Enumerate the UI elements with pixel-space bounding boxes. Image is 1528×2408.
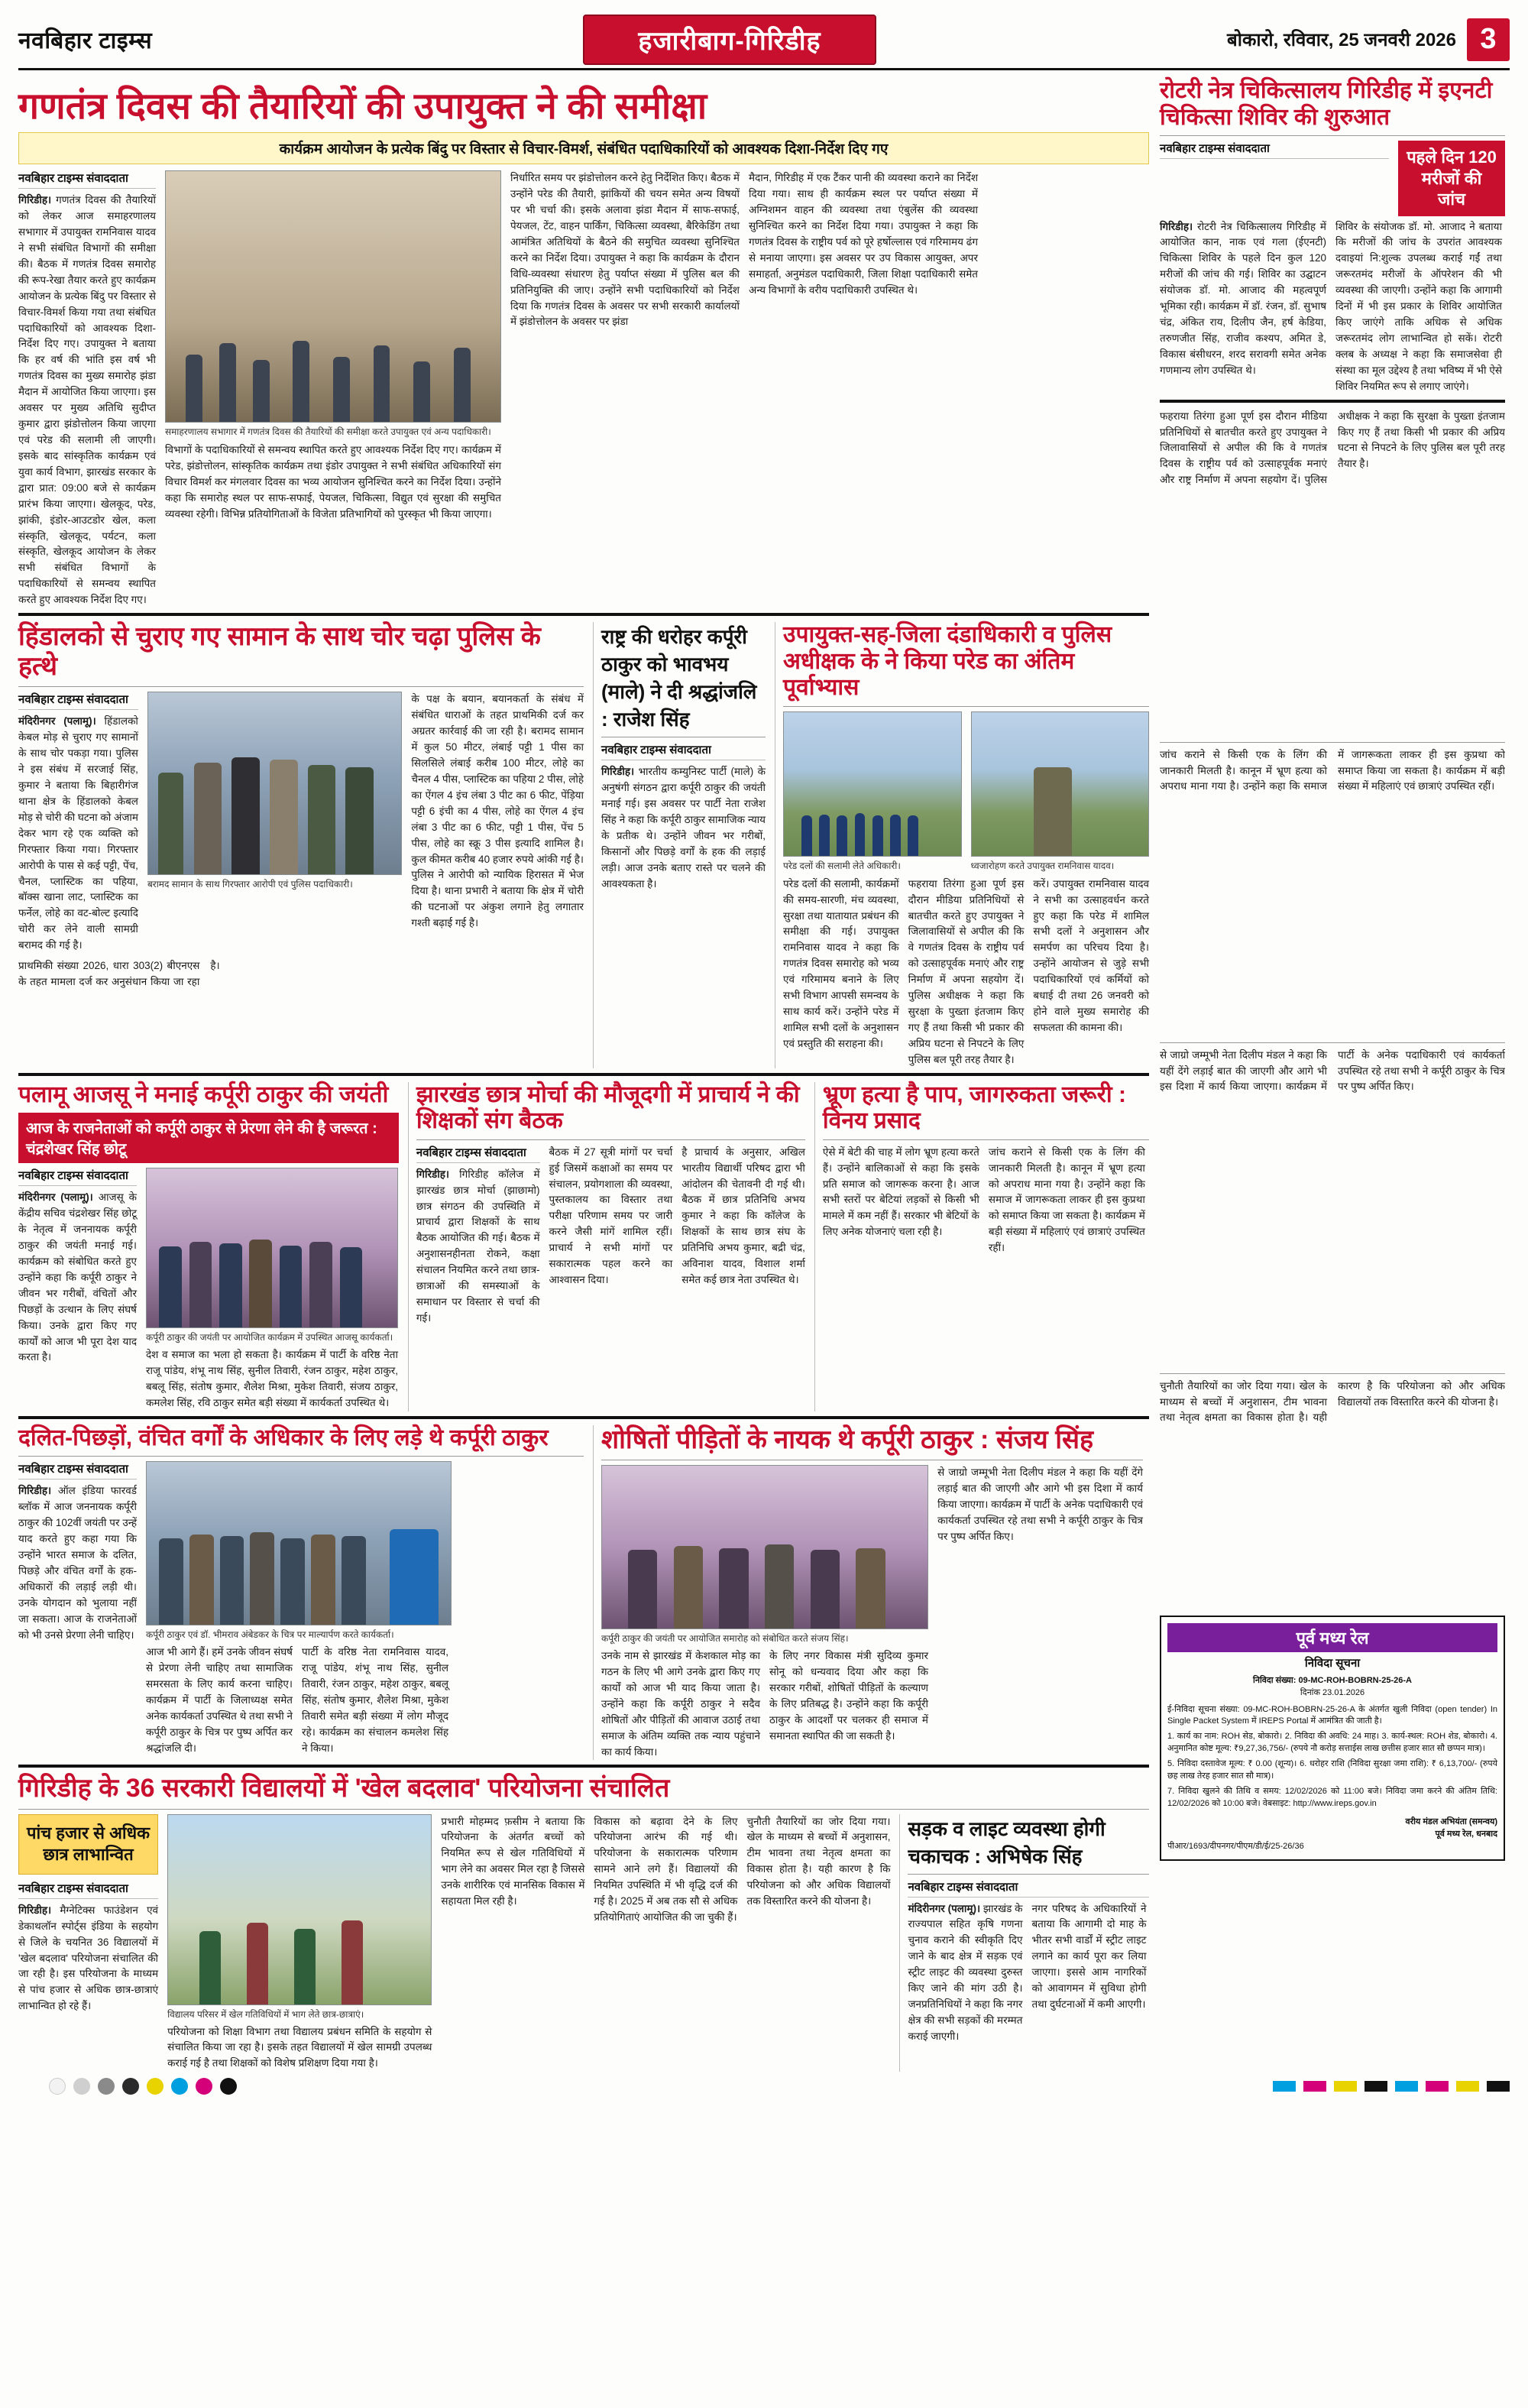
dalit-headline: दलित-पिछड़ों, वंचित वर्गों के अधिकार के लिए लड़े थे कर्पूरी ठाकुर [18,1424,549,1450]
edition-ribbon: हजारीबाग-गिरिडीह [583,15,876,65]
school-col3: प्रभारी मोहम्मद फ़सीम ने बताया कि परियोजना के अंतर्गत बच्चों को नियमित रूप से खेल गतिविधियों में भाग लेने का अवसर मिल रहा है जिससे उनके शारीरिक एवं मानसिक विकास में सहायता मिल रही है। [441,1815,585,1907]
lead-headline: गणतंत्र दिवस की तैयारियों की उपायुक्त ने की समीक्षा [18,86,707,127]
reg-square [1395,2081,1418,2092]
school-photo [167,1814,432,2005]
foeticide-col2: जांच कराने से किसी एक के लिंग की जानकारी मिलती है। कानून में भ्रूण हत्या को अपराध माना गया है। उन्होंने कहा कि समाज में जागरूकता लाकर ही इस कुप्रथा को समाप्त किया जा सकता है। कार्यक्रम में बड़ी संख्या में महिलाएं एवं छात्राएं उपस्थित रहीं। [988,1146,1145,1254]
parade-headline: उपायुक्त-सह-जिला दंडाधिकारी व पुलिस अधीक्षक के ने किया परेड का अंतिम पूर्वाभ्यास [783,622,1112,701]
reg-square [1487,2081,1510,2092]
sec-rotary [1160,78,1505,395]
lead-col4: मैदान, गिरिडीह में एक टैंकर पानी की व्यवस्था कराने का निर्देश दिया गया। साथ ही कार्यक्रम स्थल पर पर्याप्त संख्या में अग्निशमन वाहन की व्यवस्था तथा एंबुलेंस की व्यवस्था सुनिश्चित करने का निर्देश दिया गया। उपायुक्त ने कहा कि गणतंत्र दिवस के राष्ट्रीय पर्व को पूरे हर्षोल्लास एवं गरिमामय ढंग से मनाया जाएगा। इस अवसर पर उप विकास आयुक्त, अपर समाहर्ता, अनुमंडल पदाधिकारी, जिला शिक्षा पदाधिकारी समेत अन्य विभागों के वरीय पदाधिकारी उपस्थित थे। [749,172,978,296]
dalit-col1: गिरिडीह। ऑल इंडिया फारवर्ड ब्लॉक में आज जननायक कर्पूरी ठाकुर की 102वीं जयंती पर उन्हें याद करते हुए कहा गया कि उन्होंने भारत समाज के दलित, पिछड़े और वंचित वर्गों के हक-अधिकारों की लड़ाई लड़ी थी। उनके योगदान को भुलाया नहीं जा सकता। आज के राजनेताओं को भी उनसे प्रेरणा लेनी चाहिए। [18,1485,137,1641]
parade-col2: फहराया तिरंगा हुआ पूर्ण इस दौरान मीडिया प्रतिनिधियों से बातचीत करते हुए उपायुक्त ने जिलावासियों से अपील की कि वे गणतंत्र दिवस के राष्ट्रीय पर्व को उत्साहपूर्वक मनाएं और राष्ट्र निर्माण में अपना सहयोग दें। पुलिस अधीक्षक ने कहा कि सुरक्षा के पुख्ता इंतजाम किए गए हैं तथा किसी भी प्रकार की अप्रिय घटना से निपटने के लिए पुलिस बल पूरी तरह तैयार है। [908,877,1025,1065]
palamu-col1: मंदिरीनगर (पलामू)। आजसू के केंद्रीय सचिव चंद्रशेखर सिंह छोटू के नेतृत्व में जननायक कर्पूरी ठाकुर की जयंती मनाई गई। कार्यक्रम को संबोधित करते हुए उन्होंने कहा कि कर्पूरी ठाकुर ने जीवन भर गरीबों, वंचितों और पिछड़ों के उत्थान के लिए संघर्ष किया। उनके द्वारा किए गए कार्यों को आज भी पूरा देश याद करता है। [18,1191,137,1363]
ad-body-2: 1. कार्य का नाम: ROH सेड, बोकारो। 2. निविदा की अवधि: 24 माह। 3. कार्य-स्थल: ROH शेड, बोकारो। 4. अनुमानित कोष्ट मूल्य: ₹9,27,36,756/- (रुपये नौ करोड़ सत्ताईस लाख छत्तीस हजार सात सौ छप्पन मात्र)। [1167,1732,1497,1754]
palamu-photo-caption: कर्पूरी ठाकुर की जयंती पर आयोजित कार्यक्रम में उपस्थित आजसू कार्यकर्ता। [146,1332,393,1343]
tribute-byline: नवबिहार टाइम्स संवाददाता [601,742,766,760]
theft-legal-note: प्राथमिकी संख्या 2026, धारा 303(2) बीएनएस के तहत मामला दर्ज कर अनुसंधान किया जा रहा है। [18,960,220,988]
tribute-headline: राष्ट्र की धरोहर कर्पूरी ठाकुर को भावभय (माले) ने दी श्रद्धांजलि : राजेश सिंह [601,625,757,731]
lead-col3: निर्धारित समय पर झंडोत्तोलन करने हेतु निर्देशित किए। बैठक में उन्होंने परेड की तैयारी, झांकियों की चयन समेत अन्य विषयों पर भी चर्चा की। इसके अलावा झंडा मैदान में साफ-सफाई, पेयजल, टेंट, वाहन पार्किंग, चिकित्सा व्यवस्था, बैरिकेडिंग तथा आमंत्रित अतिथियों के बैठने की समुचित व्यवस्था सुनिश्चित करने का निर्देश दिया। उपायुक्त ने कहा कि कार्यक्रम के दौरान विधि-व्यवस्था संधारण हेतु पर्याप्त संख्या में पुलिस बल की प्रतिनियुक्ति की जाए। उन्होंने सभी पदाधिकारियों को निर्देश दिया कि गणतंत्र दिवस के अवसर पर सभी सरकारी कार्यालयों में झंडोत्तोलन के अवसर पर झंडा [510,172,740,328]
school-col4: विकास को बढ़ावा देने के लिए परियोजना आरंभ की गई थी। परियोजना के सकारात्मक परिणाम सामने आने लगे हैं। विद्यालयों की नियमित उपस्थिति में भी वृद्धि दर्ज की गई है। 2025 में अब तक सौ से अधिक प्रतियोगिताएं आयोजित की जा चुकी हैं। [594,1815,738,1923]
sec-theft [18,622,584,1068]
foeticide-headline: भ्रूण हत्या है पाप, जागरुकता जरूरी : विनय प्रसाद [822,1081,1126,1134]
dalit-byline: नवबिहार टाइम्स संवाददाता [18,1461,137,1479]
school-byline: नवबिहार टाइम्स संवाददाता [18,1881,158,1899]
theft-photo-caption: बरामद सामान के साथ गिरफ्तार आरोपी एवं पुलिस पदाधिकारी। [147,879,353,890]
sec-students [408,1082,805,1411]
reg-dot [196,2078,212,2095]
foeticide-col1: ऐसे में बेटी की चाह में लोग भ्रूण हत्या करते हैं। उन्होंने बालिकाओं से कहा कि इसके प्रति समाज को जागरूक करना है। आज सभी स्तरों पर बेटियां लड़कों से किसी भी मामले में कम नहीं हैं। सरकार भी बेटियों के लिए अनेक योजनाएं चला रही है। [822,1146,979,1238]
right-rail [1160,78,1505,2072]
school-photo-caption: विद्यालय परिसर में खेल गतिविधियों में भाग लेते छात्र-छात्राएं। [167,2008,364,2020]
rail-overflow-1: फहराया तिरंगा हुआ पूर्ण इस दौरान मीडिया प्रतिनिधियों से बातचीत करते हुए उपायुक्त ने जिलावासियों से अपील की कि वे गणतंत्र दिवस के राष्ट्रीय पर्व को उत्साहपूर्वक मनाएं और राष्ट्र निर्माण में अपना सहयोग दें। पुलिस अधीक्षक ने कहा कि सुरक्षा के पुख्ता इंतजाम किए गए हैं तथा किसी भी प्रकार की अप्रिय घटना से निपटने के लिए पुलिस बल पूरी तरह तैयार है। [1160,410,1505,486]
reg-dot [147,2078,163,2095]
light-col2: नगर परिषद के अधिकारियों ने बताया कि आगामी दो माह के भीतर सभी वार्डों में स्ट्रीट लाइट लगाने का कार्य पूरा कर लिया जाएगा। इससे आम नागरिकों को आवागमन में सुविधा होगी तथा दुर्घटनाओं में कमी आएगी। [1031,1902,1147,2011]
lead-story [18,86,1149,608]
parade-caption-left: परेड दलों की सलामी लेते अधिकारी। [783,860,901,871]
sanjay-col1: उनके नाम से झारखंड में केशकाल मोड़ का गठन के लिए भी आगे उनके द्वारा किए गए कार्यों को आज भी याद किया जाता है। उन्होंने कहा कि कर्पूरी ठाकुर ने सदैव शोषितों और पीड़ितों की आवाज उठाई तथा समाज के अंतिम व्यक्ति तक न्याय पहुंचाने का कार्य किया। [601,1650,760,1758]
school-col5: चुनौती तैयारियों का जोर दिया गया। खेल के माध्यम से बच्चों में अनुशासन, टीम भावना तथा नेतृत्व क्षमता का विकास होता है। यही कारण है कि परियोजना को और अधिक विद्यालयों तक विस्तारित करने की योजना है। [746,1815,891,1907]
rotary-headline: रोटरी नेत्र चिकित्सालय गिरिडीह में इएनटी चिकित्सा शिविर की शुरुआत [1160,78,1493,130]
sec-palamu [18,1082,399,1411]
ad-footer-3: पीआर/1693/दीपनगर/पीएम/डी/ई/25-26/36 [1167,1841,1304,1851]
theft-byline: नवबिहार टाइम्स संवाददाता [18,692,138,710]
sec-foeticide [814,1082,1149,1411]
ad-body-1: ई-निविदा सूचना संख्या: 09-MC-ROH-BOBRN-25-26-A के अंतर्गत खुली निविदा (open tender) In Single Packet System में IREPS Portal में आमंत्रित की जाती है। [1167,1704,1497,1726]
tribute-col1: गिरिडीह। भारतीय कम्युनिस्ट पार्टी (माले) के अनुषंगी संगठन द्वारा कर्पूरी ठाकुर की जयंती मनाई गई। इस अवसर पर पार्टी नेता राजेश सिंह ने कहा कि कर्पूरी ठाकुर सामाजिक न्याय के प्रतीक थे। उन्होंने जीवन भर गरीबों, किसानों और पिछड़े वर्गों के हक की लड़ाई लड़ी। आज उनके बताए रास्ते पर चलने की आवश्यकता है। [601,766,766,890]
reg-dot [98,2078,115,2095]
sanjay-col2: के लिए नगर विकास मंत्री सुदिव्य कुमार सोनू को धन्यवाद दिया और कहा कि सरकार गरीबों, शोषितों पीड़ितों के कल्याण के लिए प्रतिबद्ध है। उन्होंने कहा कि कर्पूरी ठाकुर के आदर्शों पर चलकर ही समाज में समानता स्थापित की जा सकती है। [769,1650,928,1742]
theft-photo [147,692,402,875]
row-tertiary [18,1082,1149,1411]
color-registration-bar [18,2078,1510,2095]
theft-col1: मंदिरीनगर (पलामू)। हिंडालको केबल मोड़ से चुराए गए सामानों के साथ चोर पकड़ा गया। पुलिस ने इस संबंध में सरजाई सिंह, कुमार ने बताया कि बिहारीगंज थाना क्षेत्र के हिंडालको केबल मोड़ से चोरी की घटना को अंजाम देकर भाग रहे एक व्यक्ति को गिरफ्तार किया गया। गिरफ्तार आरोपी के पास से कई पट्टी, पेंच, चैनल, प्लास्टिक का पहिया, बॉक्स खाना लाट, प्लास्टिक का फर्नेल, लोहे का वट-बोल्ट इत्यादि चोरी कर लेने वाली सामग्री बरामद की गई है। [18,715,138,951]
reg-dot [49,2078,66,2095]
reg-dot [73,2078,90,2095]
ad-footer-1: वरीय मंडल अभियंता (समन्वय) [1405,1817,1497,1827]
parade-col1: परेड दलों की सलामी, कार्यक्रमों की समय-सारणी, मंच व्यवस्था, सुरक्षा तथा यातायात प्रबंधन की समीक्षा की गई। उपायुक्त रामनिवास यादव ने कहा कि गणतंत्र दिवस समारोह को भव्य एवं गरिमामय बनाने के लिए सभी विभाग आपसी समन्वय के साथ कार्य करें। उन्होंने परेड में शामिल सभी दलों के अनुशासन एवं प्रस्तुति की सराहना की। [783,877,899,1049]
sec-parade [775,622,1149,1068]
dalit-photo-caption: कर्पूरी ठाकुर एवं डॉ. भीमराव अंबेडकर के चित्र पर माल्यार्पण करते कार्यकर्ता। [146,1629,394,1641]
row-secondary [18,622,1149,1068]
page-number: 3 [1467,18,1510,61]
school-headline: गिरिडीह के 36 सरकारी विद्यालयों में 'खेल बदलाव' परियोजना संचालित [18,1774,670,1804]
masthead-right [1189,14,1510,65]
reg-dot [220,2078,237,2095]
rail-overflow-4: चुनौती तैयारियों का जोर दिया गया। खेल के माध्यम से बच्चों में अनुशासन, टीम भावना तथा नेतृत्व क्षमता का विकास होता है। यही कारण है कि परियोजना को और अधिक विद्यालयों तक विस्तारित करने की योजना है। [1160,1379,1505,1424]
sanjay-col3: से जाग्रो जम्मूभी नेता दिलीप मंडल ने कहा कि यहीं देंगे लड़ाई बात की जाएगी और आगे भी इस दिशा में कार्य किया जाएगा। कार्यक्रम में पार्टी के अनेक पदाधिकारी एवं कार्यकर्ता उपस्थित रहे तथा सभी ने कर्पूरी ठाकुर के चित्र पर पुष्प अर्पित किए। [937,1467,1143,1542]
ad-body-4: 7. निविदा खुलने की तिथि व समय: 12/02/2026 को 11:00 बजे। निविदा जमा करने की अंतिम तिथि: 12/02/2026 को 10:00 बजे। वेबसाइट: http://www.ireps.gov.in [1167,1787,1497,1809]
tender-ad [1160,1616,1505,1861]
reg-square [1273,2081,1296,2092]
sec-dalit [18,1425,584,1761]
dalit-photo [146,1461,452,1625]
palamu-strip: आज के राजनेताओं को कर्पूरी ठाकुर से प्रेरणा लेने की है जरूरत : चंद्रशेखर सिंह छोटू [18,1113,399,1163]
lead-photo-caption: समाहरणालय सभागार में गणतंत्र दिवस की तैयारियों की समीक्षा करते उपायुक्त एवं अन्य पदाधिकारी। [165,426,491,438]
lead-byline: नवबिहार टाइम्स संवाददाता [18,170,156,189]
light-byline: नवबिहार टाइम्स संवाददाता [908,1879,1149,1898]
ad-org-line2: निविदा सूचना [1304,1656,1361,1670]
lead-col2: विभागों के पदाधिकारियों से समन्वय स्थापित करते हुए आवश्यक निर्देश दिए गए। कार्यक्रम में परेड, झंडोत्तोलन, सांस्कृतिक कार्यक्रम तथा इंडोर उपायुक्त ने सभी संबंधित अधिकारियों संग विचार विमर्श कर मंगलवार दिवस का भव्य आयोजन सुनिश्चित करने का निर्देश दिया। उन्होंने कहा कि समारोह स्थल पर साफ-सफाई, पेयजल, चिकित्सा, विद्युत एवं सुरक्षा की समुचित व्यवस्था रहेगी। विभिन्न प्रतियोगिताओं के विजेता प्रतिभागियों को पुरस्कृत भी किया जाएगा। [165,444,501,520]
reg-square [1456,2081,1479,2092]
parade-photo-right [971,711,1150,857]
sec-light [899,1814,1149,2073]
light-headline: सड़क व लाइट व्यवस्था होगी चकाचक : अभिषेक सिंह [908,1817,1106,1868]
reg-square [1365,2081,1387,2092]
reg-square [1426,2081,1449,2092]
palamu-byline: नवबिहार टाइम्स संवाददाता [18,1168,137,1186]
reg-dot [122,2078,139,2095]
masthead-title: नवबिहार टाइम्स [18,28,153,53]
students-col3: है प्राचार्य के अनुसार, अखिल भारतीय विद्यार्थी परिषद द्वारा भी आंदोलन की चेतावनी दी गई थी। बैठक में छात्र प्रतिनिधि अभय कुमार ने कहा कि कॉलेज के शिक्षकों के साथ छात्र संघ के प्रतिनिधि अभय कुमार, बद्री चंद्र, अविनाश यादव, विशाल शर्मा समेत कई छात्र नेता उपस्थित थे। [681,1146,805,1286]
rotary-byline: नवबिहार टाइम्स संवाददाता [1160,141,1389,159]
rotary-col2: शिविर के संयोजक डॉ. मो. आजाद ने बताया कि मरीजों की जांच के उपरांत आवश्यक दवाइयां नि:शुल्क उपलब्ध कराई गईं तथा जरूरतमंद मरीजों के ऑपरेशन की भी व्यवस्था की जाएगी। उन्होंने कहा कि आगामी दिनों में भी इस प्रकार के शिविर आयोजित किए जाएंगे ताकि अधिक से अधिक जरूरतमंद लोग लाभान्वित हो सकें। रोटरी क्लब के अध्यक्ष ने कहा कि समाजसेवा ही संस्था का मूल उद्देश्य है तथा भविष्य में भी ऐसे शिविर नियमित रूप से लगाए जाएंगे। [1335,220,1502,392]
dalit-col3: पार्टी के वरिष्ठ नेता रामनिवास यादव, राजू पांडेय, शंभू नाथ सिंह, सुनील तिवारी, रंजन ठाकुर, महेश ठाकुर, बबलू सिंह, संतोष कुमार, शैलेश मिश्रा, मुकेश तिवारी समेत बड़ी संख्या में लोग मौजूद रहे। कार्यक्रम का संचालन कमलेश सिंह ने किया। [302,1646,448,1754]
palamu-col2: देश व समाज का भला हो सकता है। कार्यक्रम में पार्टी के वरिष्ठ नेता राजू पांडेय, शंभू नाथ सिंह, सुनील तिवारी, रंजन ठाकुर, महेश ठाकुर, बबलू सिंह, संतोष कुमार, शैलेश मिश्रा, मुकेश तिवारी, संजय ठाकुर, कमलेश सिंह, रवि ठाकुर समेत बड़ी संख्या में कार्यकर्ता उपस्थित थे। [146,1349,398,1408]
lead-subhead: कार्यक्रम आयोजन के प्रत्येक बिंदु पर विस्तार से विचार-विमर्श, संबंधित पदाधिकारियों को आवश्यक दिशा-निर्देश दिए गए [18,132,1149,164]
edition-ribbon-wrap [270,14,1189,65]
school-col1: गिरिडीह। मैग्नेटिक्स फाउंडेशन एवं डेकाथलॉन स्पोर्ट्स इंडिया के सहयोग से जिले के चयनित 36 विद्यालयों में 'खेल बदलाव' परियोजना संचालित की जा रही है। इस परियोजना के माध्यम से पांच हजार से अधिक छात्र-छात्राएं लाभान्वित हो रहे हैं। [18,1904,159,2012]
theft-col2: के पक्ष के बयान, बयानकर्ता के संबंध में संबंधित धाराओं के तहत प्राथमिकी दर्ज कर अग्रतर कार्रवाई की जा रही है। बरामद सामान में कुल 50 मीटर, लंबाई पट्टी 1 पीस का सिलसिले लंबाई करीब 100 मीटर, लोहे का चैनल 4 पीस, प्लास्टिक का पहिया 2 पीस, लोहे का ऐंगल 4 इंच लंबा 3 पीट का 6 फीट, पेंड़िया पट्टी 6 इंची का 4 पीस, लोहे का ऐंगल 4 इंच लंबा 3 पीट का 6 फीट, पट्टी 1 पीस, पेंच 5 पीस, लोहे का स्क्रू 3 पीस इत्यादि शामिल है। कुल कीमत करीब 40 हजार रुपये आंकी गई है। पुलिस ने आरोपी को न्यायिक हिरासत में भेज दिया है। थाना प्रभारी ने बताया कि क्षेत्र में चोरी की घटनाओं पर अंकुश लगाने हेतु लगातार गश्ती बढ़ाई गई है। [411,693,584,929]
dalit-col2: आज भी आगे हैं। हमें उनके जीवन संघर्ष से प्रेरणा लेनी चाहिए तथा सामाजिक समरसता के लिए कार्य करना चाहिए। कार्यक्रम में पार्टी के जिलाध्यक्ष समेत अनेक कार्यकर्ता उपस्थित थे तथा सभी ने कर्पूरी ठाकुर के चित्र पर पुष्प अर्पित कर श्रद्धांजलि दी। [146,1646,293,1754]
students-headline: झारखंड छात्र मोर्चा की मौजूदगी में प्राचार्य ने की शिक्षकों संग बैठक [416,1081,800,1134]
dateline: बोकारो, रविवार, 25 जनवरी 2026 [1227,30,1456,50]
sec-school [18,1774,1149,2072]
light-col1: मंदिरीनगर (पलामू)। झारखंड के राज्यपाल सहित कृषि गणना चुनाव कराने की स्वीकृति दिए जाने के बाद क्षेत्र में सड़क एवं स्ट्रीट लाइट की व्यवस्था दुरुस्त किए जाने की मांग उठी है। जनप्रतिनिधियों ने कहा कि नगर क्षेत्र की सभी सड़कों की मरम्मत कराई जाएगी। [908,1902,1023,2042]
palamu-headline: पलामू आजसू ने मनाई कर्पूरी ठाकुर की जयंती [18,1081,389,1107]
ad-footer-2: पूर्व मध्य रेल, धनबाद [1435,1829,1497,1839]
reg-square [1303,2081,1326,2092]
ad-date: दिनांक 23.01.2026 [1300,1687,1365,1697]
reg-square [1334,2081,1357,2092]
palamu-photo [146,1168,398,1328]
masthead [18,14,1510,70]
reg-dot [171,2078,188,2095]
rail-overflow-2: जांच कराने से किसी एक के लिंग की जानकारी मिलती है। कानून में भ्रूण हत्या को अपराध माना गया है। उन्होंने कहा कि समाज में जागरूकता लाकर ही इस कुप्रथा को समाप्त किया जा सकता है। कार्यक्रम में बड़ी संख्या में महिलाएं एवं छात्राएं उपस्थित रहीं। [1160,748,1505,792]
ad-ref: निविदा संख्या: 09-MC-ROH-BOBRN-25-26-A [1253,1675,1412,1685]
sec-tribute [593,622,766,1068]
sanjay-headline: शोषितों पीड़ितों के नायक थे कर्पूरी ठाकुर : संजय सिंह [601,1424,1094,1454]
parade-photo-left [783,711,962,857]
sanjay-photo-caption: कर्पूरी ठाकुर की जयंती पर आयोजित समारोह को संबोधित करते संजय सिंह। [601,1633,849,1644]
ad-org-line1: पूर्व मध्य रेल [1167,1623,1497,1652]
students-col2: बैठक में 27 सूत्री मांगों पर चर्चा हुई जिसमें कक्षाओं का समय पर संचालन, प्रयोगशाला की व्यवस्था, पुस्तकालय का विस्तार तथा परीक्षा परिणाम समय पर जारी करने जैसी मांगें शामिल रहीं। प्राचार्य ने सभी मांगों पर सकारात्मक पहल करने का आश्वासन दिया। [549,1146,673,1286]
rotary-tag: पहले दिन 120 मरीजों की जांच [1398,141,1505,216]
parade-col3: करें। उपायुक्त रामनिवास यादव ने सभी का उत्साहवर्धन करते हुए कहा कि परेड में शामिल सभी दलों ने अनुशासन और समर्पण का परिचय दिया है। उन्होंने आयोजन से जुड़े सभी पदाधिकारियों एवं कर्मियों को बधाई दी तथा 26 जनवरी को होने वाले मुख्य समारोह की सफलता की कामना की। [1033,877,1150,1033]
sec-sanjay [593,1425,1143,1761]
sanjay-photo [601,1465,928,1629]
theft-headline: हिंडालको से चुराए गए सामान के साथ चोर चढ़ा पुलिस के हत्थे [18,622,541,682]
ad-body-3: 5. निविदा दस्तावेज मूल्य: ₹ 0.00 (शून्य)। 6. धरोहर राशि (निविदा सुरक्षा जमा राशि): ₹ 6,13,700/- (रुपये छह लाख तेरह हजार सात सौ मात्र)। [1167,1759,1497,1781]
school-tag: पांच हजार से अधिक छात्र लाभान्वित [18,1814,158,1875]
students-byline: नवबिहार टाइम्स संवाददाता [416,1145,540,1163]
rail-overflow-3: से जाग्रो जम्मूभी नेता दिलीप मंडल ने कहा कि यहीं देंगे लड़ाई बात की जाएगी और आगे भी इस दिशा में कार्य किया जाएगा। कार्यक्रम में पार्टी के अनेक पदाधिकारी एवं कार्यकर्ता उपस्थित रहे तथा सभी ने कर्पूरी ठाकुर के चित्र पर पुष्प अर्पित किए। [1160,1048,1505,1093]
students-col1: गिरिडीह। गिरिडीह कॉलेज में झारखंड छात्र मोर्चा (झाछामो) छात्र संगठन की उपस्थिति में प्राचार्य द्वारा शिक्षकों के साथ बैठक आयोजित की गई। बैठक में अनुशासनहीनता रोकने, कक्षा संचालन नियमित करने तथा छात्र-छात्राओं की समस्याओं के समाधान पर विस्तार से चर्चा की गई। [416,1168,540,1324]
school-col2: परियोजना को शिक्षा विभाग तथा विद्यालय प्रबंधन समिति के सहयोग से संचालित किया जा रहा है। इसके तहत विद्यालयों में खेल सामग्री उपलब्ध कराई गई है तथा शिक्षकों को विशेष प्रशिक्षण दिया गया है। [167,2025,432,2069]
lead-col1: गिरिडीह। गणतंत्र दिवस की तैयारियों को लेकर आज समाहरणालय सभागार में उपायुक्त रामनिवास यादव ने सभी संबंधित विभागों की समीक्षा की। बैठक में गणतंत्र दिवस समारोह की रूप-रेखा तैयार करते हुए कार्यक्रम आयोजन के प्रत्येक बिंदु पर विस्तार से विचार-विमर्श किया गया तथा संबंधित पदाधिकारियों को आवश्यक दिशा-निर्देश दिए गए। उपायुक्त ने बताया कि हर वर्ष की भांति इस वर्ष भी गणतंत्र दिवस का मुख्य समारोह झंडा मैदान में आयोजित किया जाएगा। इस अवसर पर मुख्य अतिथि सुदीप्त कुमार द्वारा झंडोत्तोलन किया जाएगा एवं परेड की सलामी ली जाएगी। इसके बाद सांस्कृतिक कार्यक्रम एवं युवा कार्य विभाग, झारखंड सरकार के द्वारा प्रात: 09:00 बजे से कार्यक्रम प्रारंभ किया जाएगा। खेलकूद, परेड, झांकी, इंडोर-आउटडोर खेल, कला संस्कृति, खेलकूद, पर्यटन, कला संस्कृति, खेलकूद आयोजन के लेकर सभी संबंधित विभागों के पदाधिकारियों से समन्वय स्थापित करते हुए आवश्यक निर्देश दिए गए। [18,194,156,606]
row-quaternary [18,1425,1149,1761]
parade-caption-right: ध्वजारोहण करते उपायुक्त रामनिवास यादव। [970,860,1115,871]
rotary-col1: गिरिडीह। रोटरी नेत्र चिकित्सालय गिरिडीह में आयोजित कान, नाक एवं गला (ईएनटी) चिकित्सा शिविर के पहले दिन कुल 120 मरीजों की जांच की गई। शिविर का उद्घाटन संयोजक डॉ. मो. आजाद की महत्वपूर्ण भूमिका रही। कार्यक्रम में डॉ. रंजन, डॉ. सुभाष चंद्र, अंकित राय, दिलीप जैन, हर्ष केडिया, तरुणजीत सिंह, राजीव कश्यप, अमित डे, विकास बंसीधरन, शरद सरावगी समेत अनेक गणमान्य लोग उपस्थित थे। [1160,220,1326,376]
lead-photo [165,170,501,423]
